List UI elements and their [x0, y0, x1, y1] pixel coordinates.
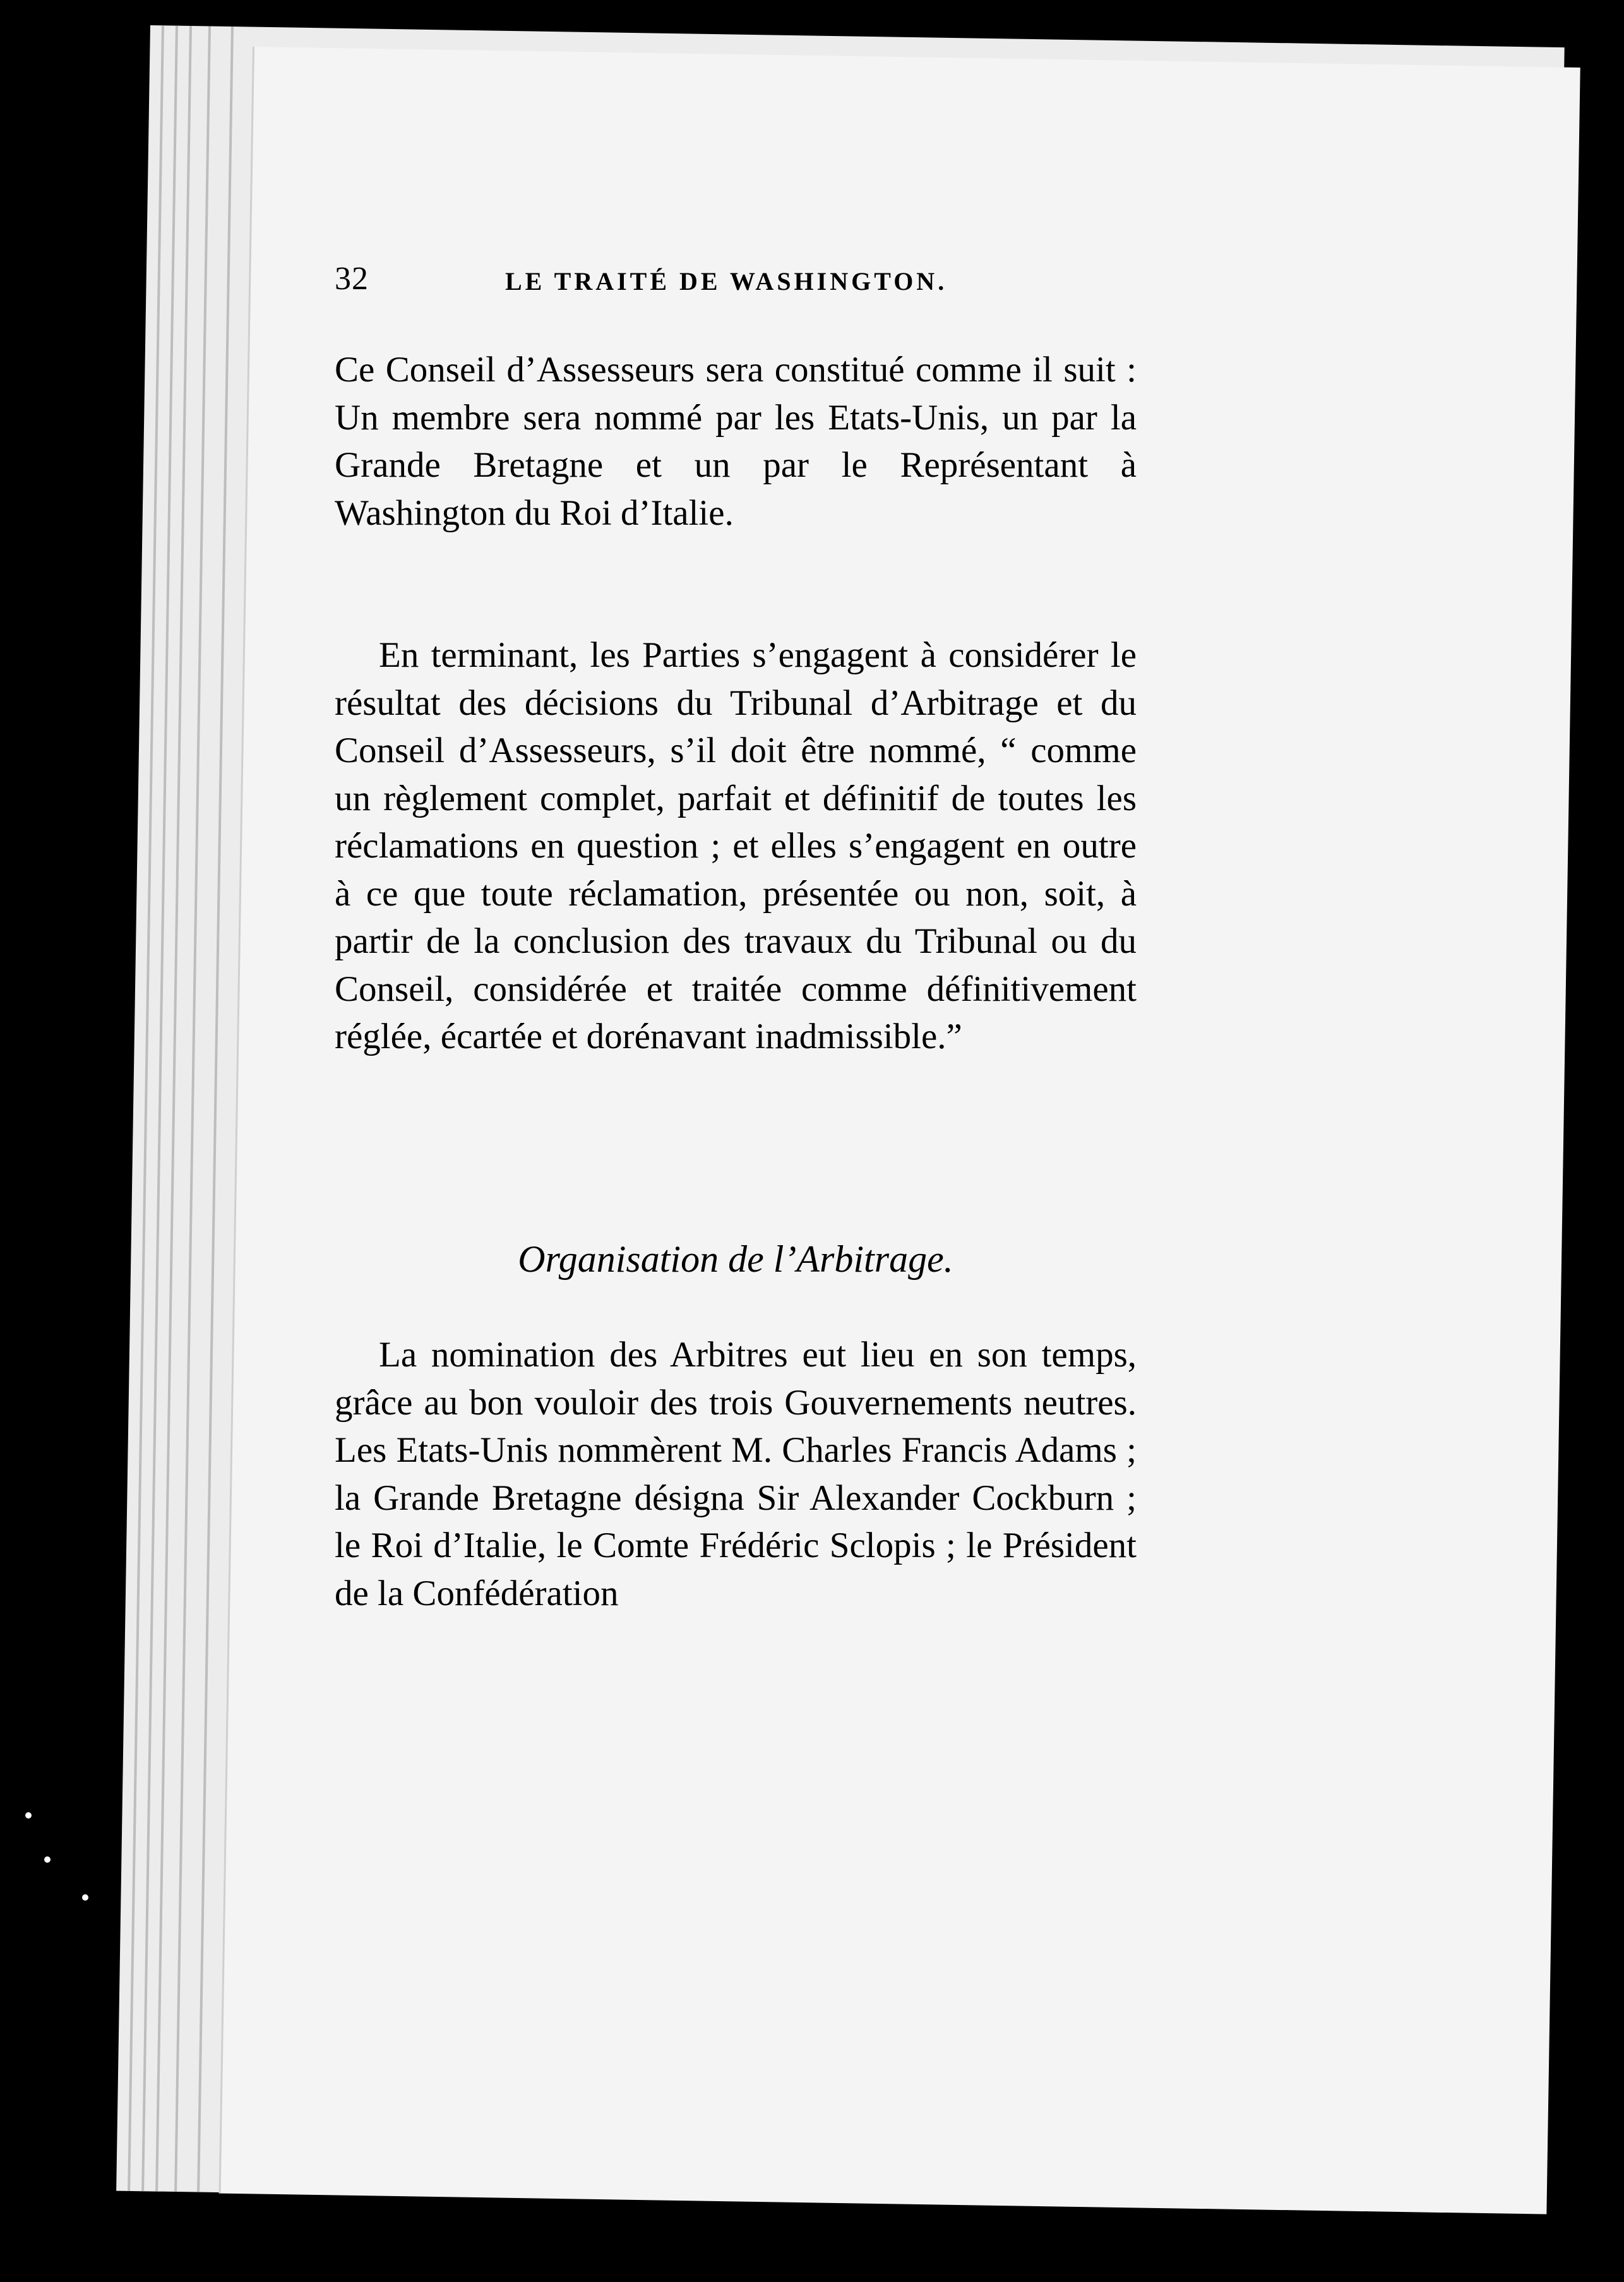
section-heading: Organisation de l’Arbitrage. — [518, 1238, 953, 1280]
paragraph: La nomination des Arbitres eut lieu en son temps, grâce au bon vouloir des trois Gouvernements neutres. Les Etats-Unis nommèrent M. Charles Francis Adams ; la Grande Bretagne désigna Sir Alexander Cockburn ; le Roi d’Italie, le Comte Frédéric Sclopis ; le Président de la Confédération — [335, 1335, 1137, 1613]
body-block-2 — [335, 631, 1137, 1061]
page-number: 32 — [335, 261, 369, 297]
scan-speck — [25, 1812, 32, 1819]
body-block-3 — [335, 1331, 1137, 1617]
body-block-1 — [335, 346, 1137, 537]
paragraph: Ce Conseil d’Assesseurs sera constitué comme il suit : Un membre sera nommé par les Etats-Unis, un par la Grande Bretagne et un par le Représentant à Washington du Roi d’Italie. — [335, 350, 1137, 533]
running-header — [335, 260, 1231, 311]
page-edge-line — [174, 26, 211, 2192]
scan-speck — [44, 1856, 51, 1863]
running-title: LE TRAITÉ DE WASHINGTON. — [505, 267, 948, 296]
scan-speck — [82, 1894, 88, 1901]
paragraph: En terminant, les Parties s’engagent à considérer le résultat des décisions du Tribunal d’Arbitrage et du Conseil d’Assesseurs, s’il doit être nommé, “ comme un règlement complet, parfait et définitif de toutes les réclamations en question ; et elles s’engagent en outre à ce que toute réclamation, présentée ou non, soit, à partir de la conclusion des travaux du Tribunal ou du Conseil, considérée et traitée comme définitivement réglée, écartée et dorénavant inadmissible.” — [335, 635, 1137, 1056]
